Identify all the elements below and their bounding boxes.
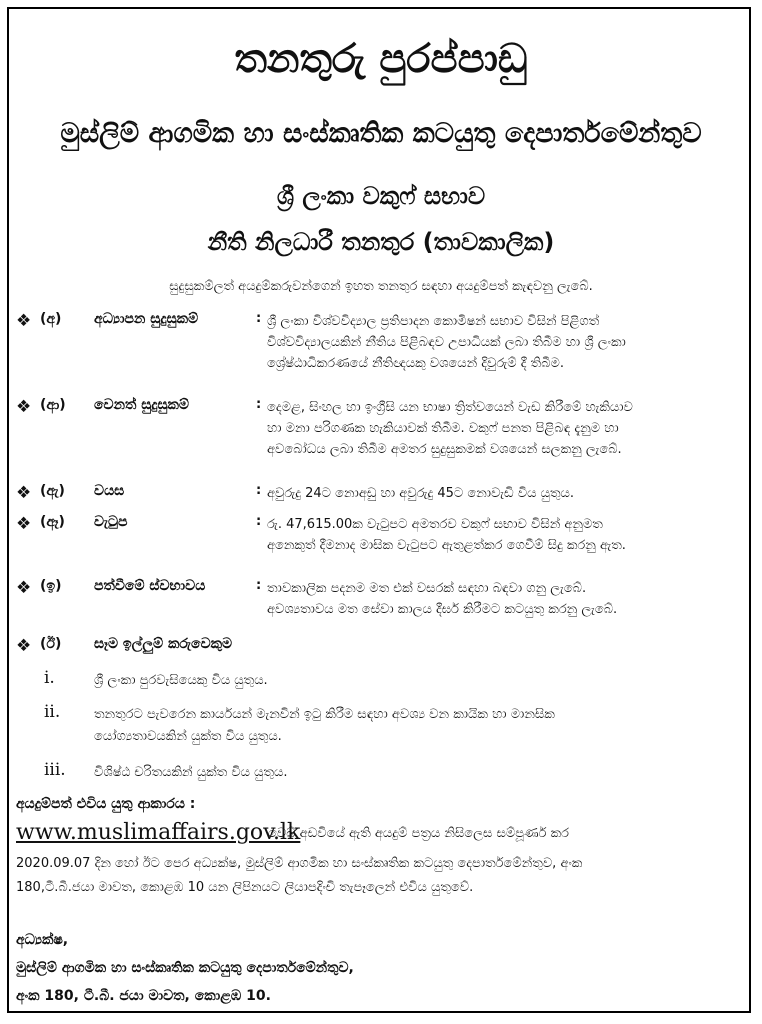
apply-paragraph bbox=[16, 852, 742, 900]
website-link[interactable]: www.muslimaffairs.gov.lk bbox=[16, 820, 301, 845]
apply-line-2: 2020.09.07 දින හෝ ඊට පෙර අධ්‍යක්ෂ, මුස්ලිම් ආගමික හා සංස්කෘතික කටයුතු දෙපාර්තමේන්තුව, අංක bbox=[16, 856, 583, 871]
section-body bbox=[267, 514, 737, 556]
board-name: ශ්‍රී ලංකා වකුෆ් සභාව bbox=[276, 182, 486, 210]
item-line: තනතුරට පැවරෙන කාර්යයන් මැනවින් ඉටු කිරීම සඳහා අවශ්‍ය වන කායික හා මානසික bbox=[94, 707, 555, 722]
body-line: අවශ්‍යතාවය මත සේවා කාලය දීර්ඝ කිරීමට කටයුතු කරනු ලැබේ. bbox=[267, 602, 618, 617]
item-number: i. bbox=[44, 668, 55, 688]
signature-department: මුස්ලිම් ආගමික හා සංස්කෘතික කටයුතු දෙපාර්තමේන්තුව, bbox=[16, 960, 354, 976]
section-letter: (ඈ) bbox=[40, 514, 65, 530]
item-line: යෝග්‍යතාවයකින් යුක්ත විය යුතුය. bbox=[94, 729, 282, 744]
bullet-icon: ❖ bbox=[16, 578, 32, 598]
bullet-icon: ❖ bbox=[16, 514, 32, 534]
notice-title: තනතුරු පුරප්පාඩු bbox=[234, 36, 528, 82]
item-text bbox=[94, 762, 734, 784]
item-number: ii. bbox=[44, 702, 61, 722]
item-line: ශ්‍රී ලංකා පුරවැසියෙකු විය යුතුය. bbox=[94, 673, 268, 688]
item-text bbox=[94, 670, 734, 692]
position-title: නීති නිලධාරී තනතුර (තාවකාලික) bbox=[207, 228, 555, 256]
colon: : bbox=[256, 483, 262, 498]
bullet-icon: ❖ bbox=[16, 636, 32, 656]
bullet-icon: ❖ bbox=[16, 311, 32, 331]
section-body bbox=[267, 397, 737, 460]
section-letter: (ඉ) bbox=[40, 578, 62, 594]
body-line: දෙමළ, සිංහල හා ඉංග්‍රීසි යන භාෂා ත්‍රිත්වයෙන් වැඩ කිරීමේ හැකියාව bbox=[267, 400, 633, 415]
department-name: මුස්ලිම් ආගමික හා සංස්කෘතික කටයුතු දෙපාර්තමේන්තුව bbox=[60, 118, 702, 149]
bullet-icon: ❖ bbox=[16, 397, 32, 417]
section-letter: (අ) bbox=[40, 311, 62, 327]
section-letter: (ඊ) bbox=[40, 636, 62, 652]
body-line: රු. 47,615.00ක වැටුපට අමතරව වකුෆ් සභාව විසින් අනුමත bbox=[267, 517, 603, 532]
item-line: විශිෂ්ඨ චරිතයකින් යුක්ත විය යුතුය. bbox=[94, 765, 288, 780]
section-body bbox=[267, 311, 737, 374]
body-line: හා මනා පරිගණක හැකියාවක් තිබීම. වකුෆ් පනත පිළිබඳ දැනුම හා bbox=[267, 421, 619, 436]
colon: : bbox=[256, 578, 262, 593]
colon: : bbox=[256, 397, 262, 412]
body-line: අනෙකුත් දීමනාද මාසික වැටුපට ඇතුළත්කර ගෙවීම් සිදු කරනු ඇත. bbox=[267, 538, 626, 553]
bullet-icon: ❖ bbox=[16, 483, 32, 503]
section-letter: (ආ) bbox=[40, 397, 66, 413]
apply-heading: අයදුම්පත් එවිය යුතු ආකාරය : bbox=[16, 796, 196, 812]
section-body bbox=[267, 578, 737, 620]
section-letter: (ඇ) bbox=[40, 483, 65, 499]
section-label: පත්වීමේ ස්වභාවය bbox=[94, 578, 206, 594]
item-number: iii. bbox=[44, 760, 66, 780]
body-line: ශ්‍රී ලංකා විශ්වවිද්‍යාල ප්‍රතිපාදන කොමිෂන් සභාව විසින් පිළිගත් bbox=[267, 314, 600, 329]
body-line: ශ්‍රේෂ්ඨාධිකරණයේ නීතිඥයකු වශයෙන් දිවුරුම් දී තිබීම. bbox=[267, 356, 564, 371]
intro-text: සුදුසුකම්ලත් අයදුම්කරුවන්ගෙන් ඉහත තනතුර සඳහා අයදුම්පත් කැඳවනු ලැබේ. bbox=[169, 279, 593, 294]
section-label: වෙනත් සුදුසුකම් bbox=[94, 397, 189, 413]
colon: : bbox=[256, 514, 262, 529]
section-label: සෑම ඉල්ලුම් කරුවෙකුම bbox=[94, 636, 233, 652]
body-line: විශ්වවිද්‍යාලයකින් නීතිය පිළිබඳව උපාධියක් ලබා තිබීම හා ශ්‍රී ලංකා bbox=[267, 335, 626, 350]
body-line: අවුරුදු 24ට නොඅඩු හා අවුරුදු 45ට නොවැඩි විය යුතුය. bbox=[267, 486, 575, 501]
apply-line-1: වෙබ් අඩවියේ ඇති අයදුම් පත්‍රය නිසිලෙස සම්පූර්ණ කර bbox=[268, 826, 570, 841]
body-line: අවබෝධය ලබා තිබීම අමතර සුදුසුකමක් වශයෙන් සලකනු ලැබේ. bbox=[267, 442, 622, 457]
item-text bbox=[94, 704, 734, 748]
signature-address: අංක 180, ටී.බී. ජයා මාවත, කොළඹ 10. bbox=[16, 988, 271, 1004]
section-label: වයස bbox=[94, 483, 125, 499]
body-line: තාවකාලික පදනම මත එක් වසරක් සඳහා බඳවා ගනු ලැබේ. bbox=[267, 581, 587, 596]
signature-title: අධ්‍යක්ෂ, bbox=[16, 932, 69, 948]
colon: : bbox=[256, 311, 262, 326]
apply-line-3: 180,ටී.බී.ජයා මාවත, කොළඹ 10 යන ලිපිනයට ලියාපදිංචි තැපෑලෙන් එවිය යුතුවේ. bbox=[16, 880, 474, 895]
section-label: අධ්‍යාපන සුදුසුකම් bbox=[94, 311, 199, 327]
section-body bbox=[267, 483, 737, 504]
section-label: වැටුප bbox=[94, 514, 128, 530]
